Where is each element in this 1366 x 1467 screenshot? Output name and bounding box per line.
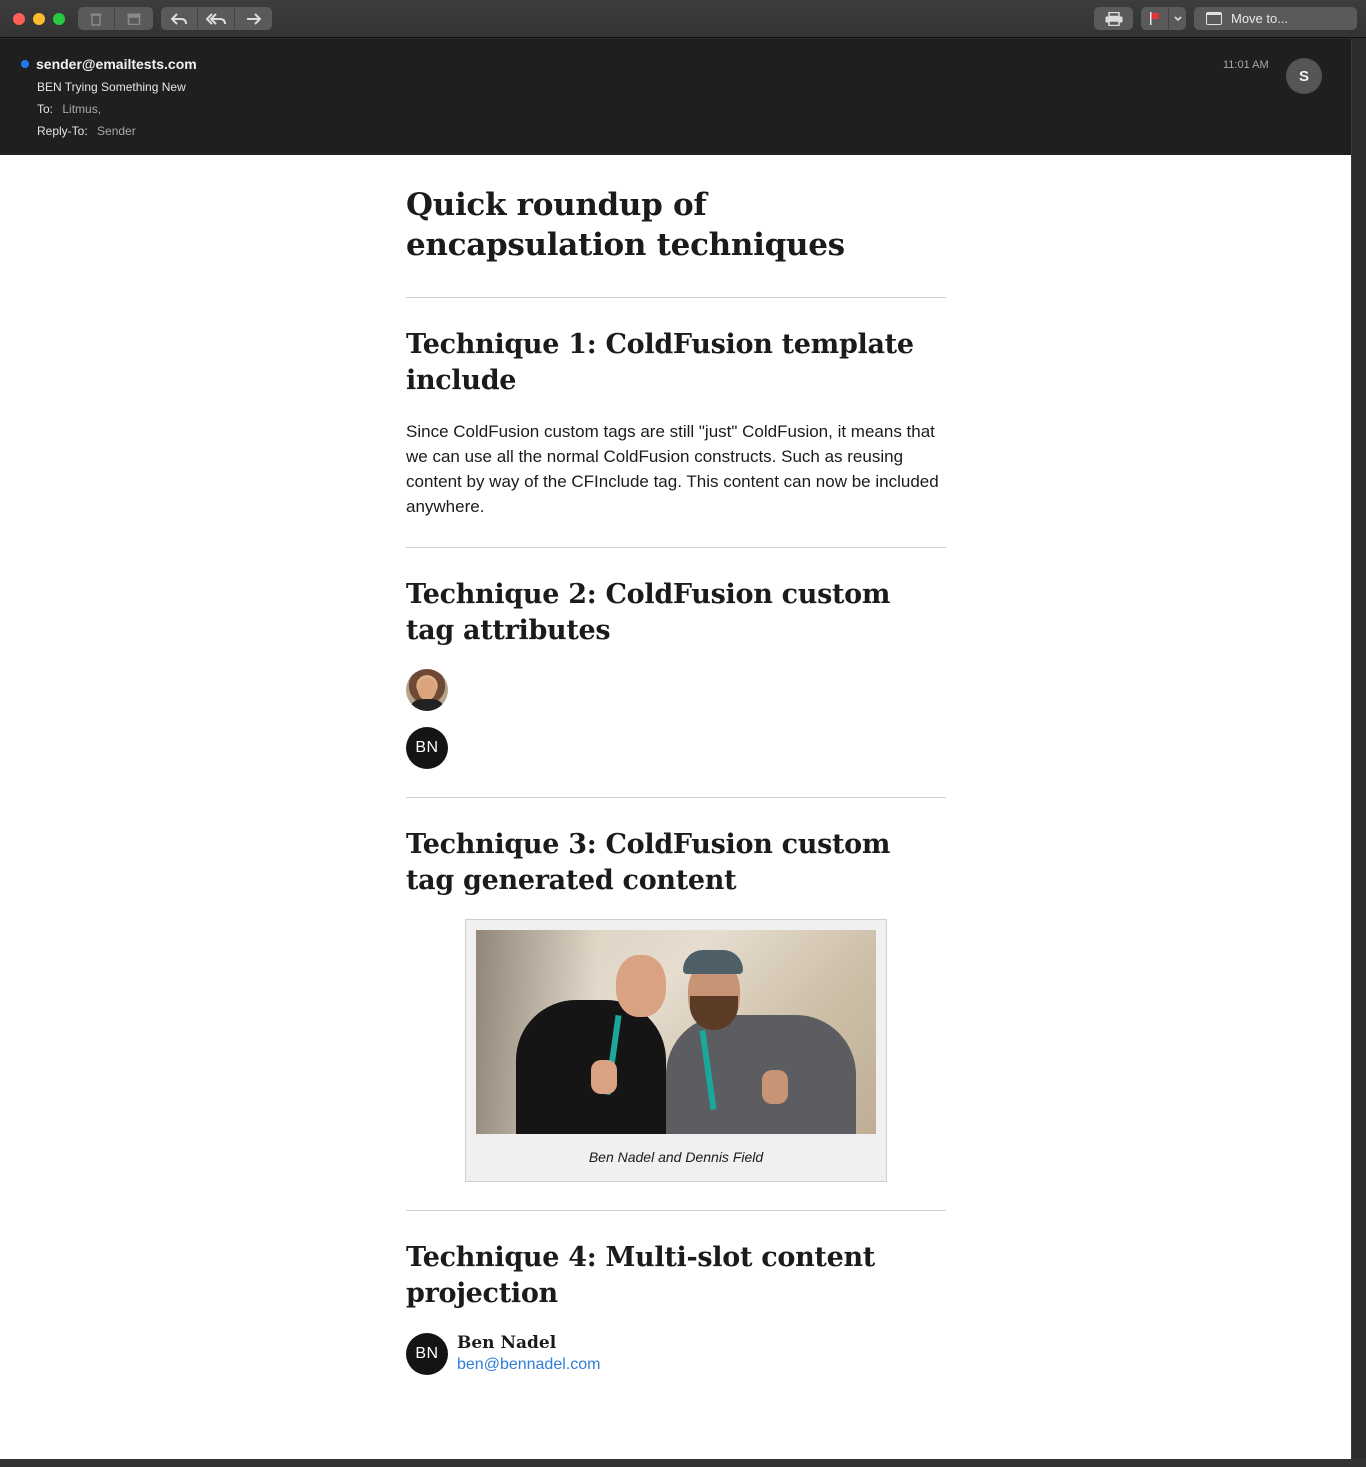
red-flag-icon	[1149, 12, 1161, 25]
zoom-window-button[interactable]	[53, 13, 65, 25]
folder-icon	[1206, 12, 1222, 25]
trash-icon	[90, 12, 102, 26]
section-2-heading: Technique 2: ColdFusion custom tag attributes	[406, 579, 891, 646]
printer-icon	[1105, 12, 1123, 26]
reply-button[interactable]	[161, 7, 198, 30]
to-row	[37, 102, 101, 116]
initials-avatar: BN	[406, 727, 448, 769]
section-1-heading: Technique 1: ColdFusion template include	[406, 329, 914, 396]
move-to-button[interactable]	[1194, 7, 1357, 30]
email-title: Quick roundup of encapsulation techniques	[406, 187, 845, 263]
minimize-window-button[interactable]	[33, 13, 45, 25]
chevron-down-icon	[1174, 16, 1182, 22]
archive-icon	[127, 13, 141, 25]
divider	[406, 797, 946, 798]
avatar-shirt	[411, 699, 443, 711]
group-photo	[476, 930, 876, 1134]
section-4-heading: Technique 4: Multi-slot content projection	[406, 1242, 875, 1309]
message-body	[0, 155, 1351, 1459]
photo-thumb-left	[591, 1060, 617, 1094]
trash-button[interactable]	[78, 7, 115, 30]
divider	[406, 297, 946, 298]
forward-icon	[246, 13, 262, 25]
photo-person-right	[666, 1015, 856, 1134]
window-bottom-edge	[0, 1459, 1366, 1467]
reply-to-row	[37, 124, 136, 138]
photo-caption: Ben Nadel and Dennis Field	[588, 1149, 764, 1165]
move-to-label: Move to...	[1231, 11, 1289, 26]
forward-button[interactable]	[235, 7, 272, 30]
message-subject: BEN Trying Something New	[37, 80, 186, 94]
section-1-body: Since ColdFusion custom tags are still "just" ColdFusion, it means that we can use all the normal ColdFusion constructs. Such as reusing content by way of the CFInclude tag. This content can now be included anywhere.	[406, 422, 939, 516]
reply-icon	[171, 13, 187, 25]
reply-to-label: Reply-To:	[37, 124, 88, 138]
mail-toolbar	[0, 0, 1366, 38]
reply-group	[161, 7, 272, 30]
signature-name: Ben Nadel	[457, 1333, 557, 1353]
avatar-face	[418, 678, 436, 700]
close-window-button[interactable]	[13, 13, 25, 25]
sender-address[interactable]: sender@emailtests.com	[36, 56, 197, 72]
reply-to-value[interactable]: Sender	[97, 124, 136, 138]
photo-figure	[465, 919, 887, 1182]
photo-thumb-right	[762, 1070, 788, 1104]
reply-all-button[interactable]	[198, 7, 235, 30]
delete-archive-group	[78, 7, 153, 30]
photo-person-left-head	[616, 955, 666, 1017]
scrollbar-track[interactable]	[1351, 39, 1366, 1459]
signature-email-link[interactable]: ben@bennadel.com	[457, 1356, 601, 1373]
print-group	[1094, 7, 1133, 30]
sender-avatar: S	[1286, 58, 1322, 94]
flag-button[interactable]	[1141, 7, 1169, 30]
signature-avatar: BN	[406, 1333, 448, 1375]
flag-group	[1141, 7, 1186, 30]
section-3-heading: Technique 3: ColdFusion custom tag generated content	[406, 829, 891, 896]
divider	[406, 547, 946, 548]
ben-photo-avatar	[406, 669, 448, 711]
divider	[406, 1210, 946, 1211]
to-value[interactable]: Litmus,	[62, 102, 102, 116]
archive-button[interactable]	[115, 7, 153, 30]
message-header	[0, 39, 1351, 155]
message-time: 11:01 AM	[1223, 59, 1269, 71]
print-button[interactable]	[1094, 7, 1133, 30]
to-label: To:	[37, 102, 54, 116]
flag-menu-button[interactable]	[1169, 7, 1186, 30]
photo-person-right-cap	[683, 950, 743, 974]
unread-dot-icon	[21, 60, 29, 68]
reply-all-icon	[206, 13, 226, 25]
